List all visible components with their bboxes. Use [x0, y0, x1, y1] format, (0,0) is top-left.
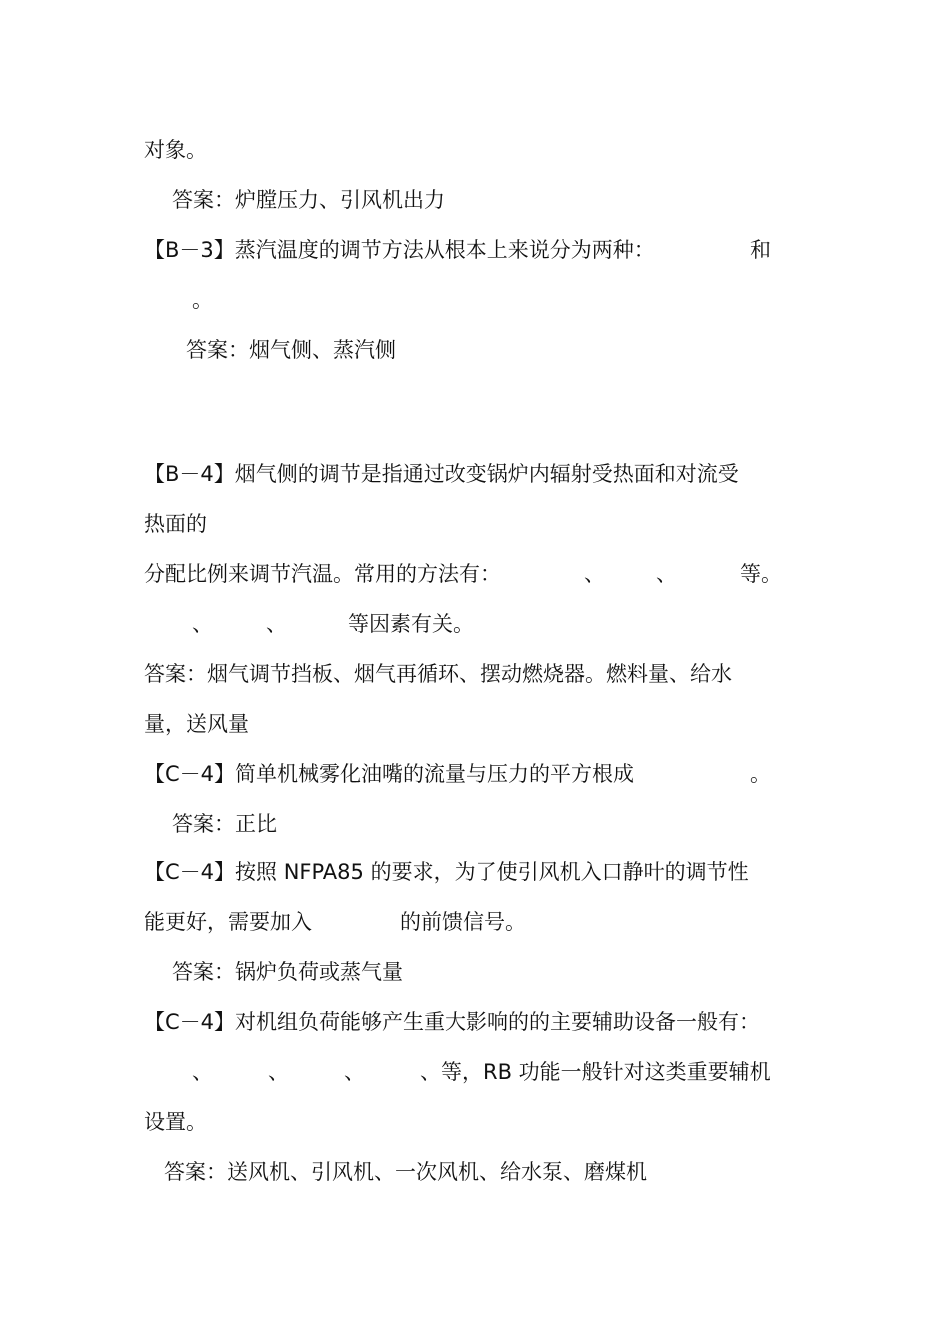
blank-connector: 、: [656, 562, 677, 586]
answer-line: 量，送风量: [144, 712, 249, 736]
blank-connector: 、: [192, 1060, 213, 1084]
question-line: 【C－4】对机组负荷能够产生重大影响的的主要辅助设备一般有：: [144, 1010, 761, 1034]
answer-line: 答案：正比: [172, 812, 277, 836]
blank-connector: 。: [750, 762, 771, 786]
blank-connector: 和: [750, 238, 771, 262]
blank-connector: 、: [266, 612, 287, 636]
text-line: 等因素有关。: [348, 612, 474, 636]
text-line: 的前馈信号。: [400, 910, 526, 934]
answer-line: 答案：烟气侧、蒸汽侧: [186, 338, 396, 362]
question-line: 【B－4】烟气侧的调节是指通过改变锅炉内辐射受热面和对流受: [144, 462, 739, 486]
text-line: 能更好，需要加入: [144, 910, 312, 934]
text-line: 设置。: [144, 1110, 207, 1134]
question-line: 【C－4】简单机械雾化油嘴的流量与压力的平方根成: [144, 762, 635, 786]
answer-line: 答案：送风机、引风机、一次风机、给水泵、磨煤机: [164, 1160, 647, 1184]
blank-connector: 等。: [740, 562, 782, 586]
blank-connector: 、: [344, 1060, 365, 1084]
text-line: 、等，RB 功能一般针对这类重要辅机: [420, 1060, 771, 1084]
blank-connector: 、: [192, 612, 213, 636]
answer-line: 答案：炉膛压力、引风机出力: [172, 188, 445, 212]
question-line: 【C－4】按照 NFPA85 的要求，为了使引风机入口静叶的调节性: [144, 860, 749, 884]
text-line: 分配比例来调节汽温。常用的方法有：: [144, 562, 501, 586]
text-line: 热面的: [144, 512, 207, 536]
blank-connector: 。: [192, 288, 213, 312]
answer-line: 答案：锅炉负荷或蒸气量: [172, 960, 403, 984]
blank-connector: 、: [584, 562, 605, 586]
blank-connector: 、: [268, 1060, 289, 1084]
answer-line: 答案：烟气调节挡板、烟气再循环、摆动燃烧器。燃料量、给水: [144, 662, 732, 686]
question-line: 【B－3】蒸汽温度的调节方法从根本上来说分为两种：: [144, 238, 655, 262]
text-line: 对象。: [144, 138, 207, 162]
